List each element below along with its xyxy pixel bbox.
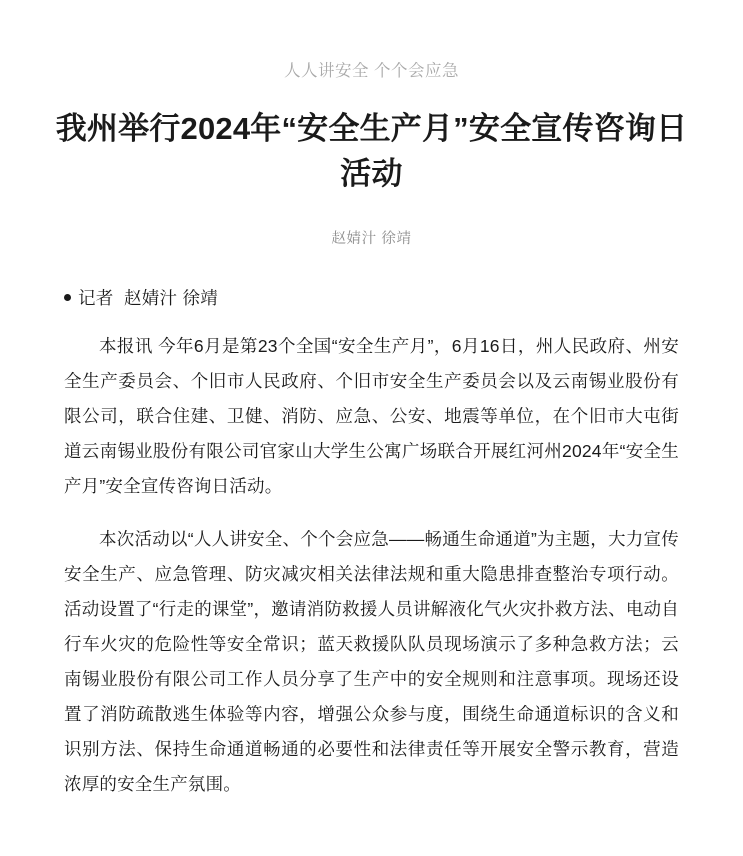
reporter-names: 赵婧汁 徐靖 [123, 287, 219, 308]
reporter-credit [64, 282, 679, 315]
article-paragraph: 本次活动以“人人讲安全、个个会应急——畅通生命通道”为主题，大力宣传安全生产、应急管理、防灾减灾相关法律法规和重大隐患排查整治专项行动。活动设置了“行走的课堂”，邀请消防救援人员讲解液化气火灾扑救方法、电动自行车火灾的危险性等安全常识；蓝天救援队队员现场演示了多种急救方法；云南锡业股份有限公司工作人员分享了生产中的安全规则和注意事项。现场还设置了消防疏散逃生体验等内容，增强公众参与度，围绕生命通道标识的含义和识别方法、保持生命通道畅通的必要性和法律责任等开展安全警示教育，营造浓厚的安全生产氛围。 [64, 529, 679, 795]
article-paragraph: 本报讯 今年6月是第23个全国“安全生产月”，6月16日，州人民政府、州安全生产委员会、个旧市人民政府、个旧市安全生产委员会以及云南锡业股份有限公司，联合住建、卫健、消防、应急、公安、地震等单位，在个旧市大屯街道云南锡业股份有限公司官家山大学生公寓广场联合开展红河州2024年“安全生产月”安全宣传咨询日活动。 [64, 336, 679, 497]
reporter-label: 记者 [78, 287, 114, 308]
article-byline: 赵婧汁 徐靖 [331, 230, 412, 247]
bullet-icon [64, 294, 71, 301]
article-body [36, 282, 707, 850]
article-eyebrow: 人人讲安全 个个会应急 [283, 62, 460, 80]
page-title: 我州举行2024年“安全生产月”安全宣传咨询日活动 [55, 111, 688, 191]
